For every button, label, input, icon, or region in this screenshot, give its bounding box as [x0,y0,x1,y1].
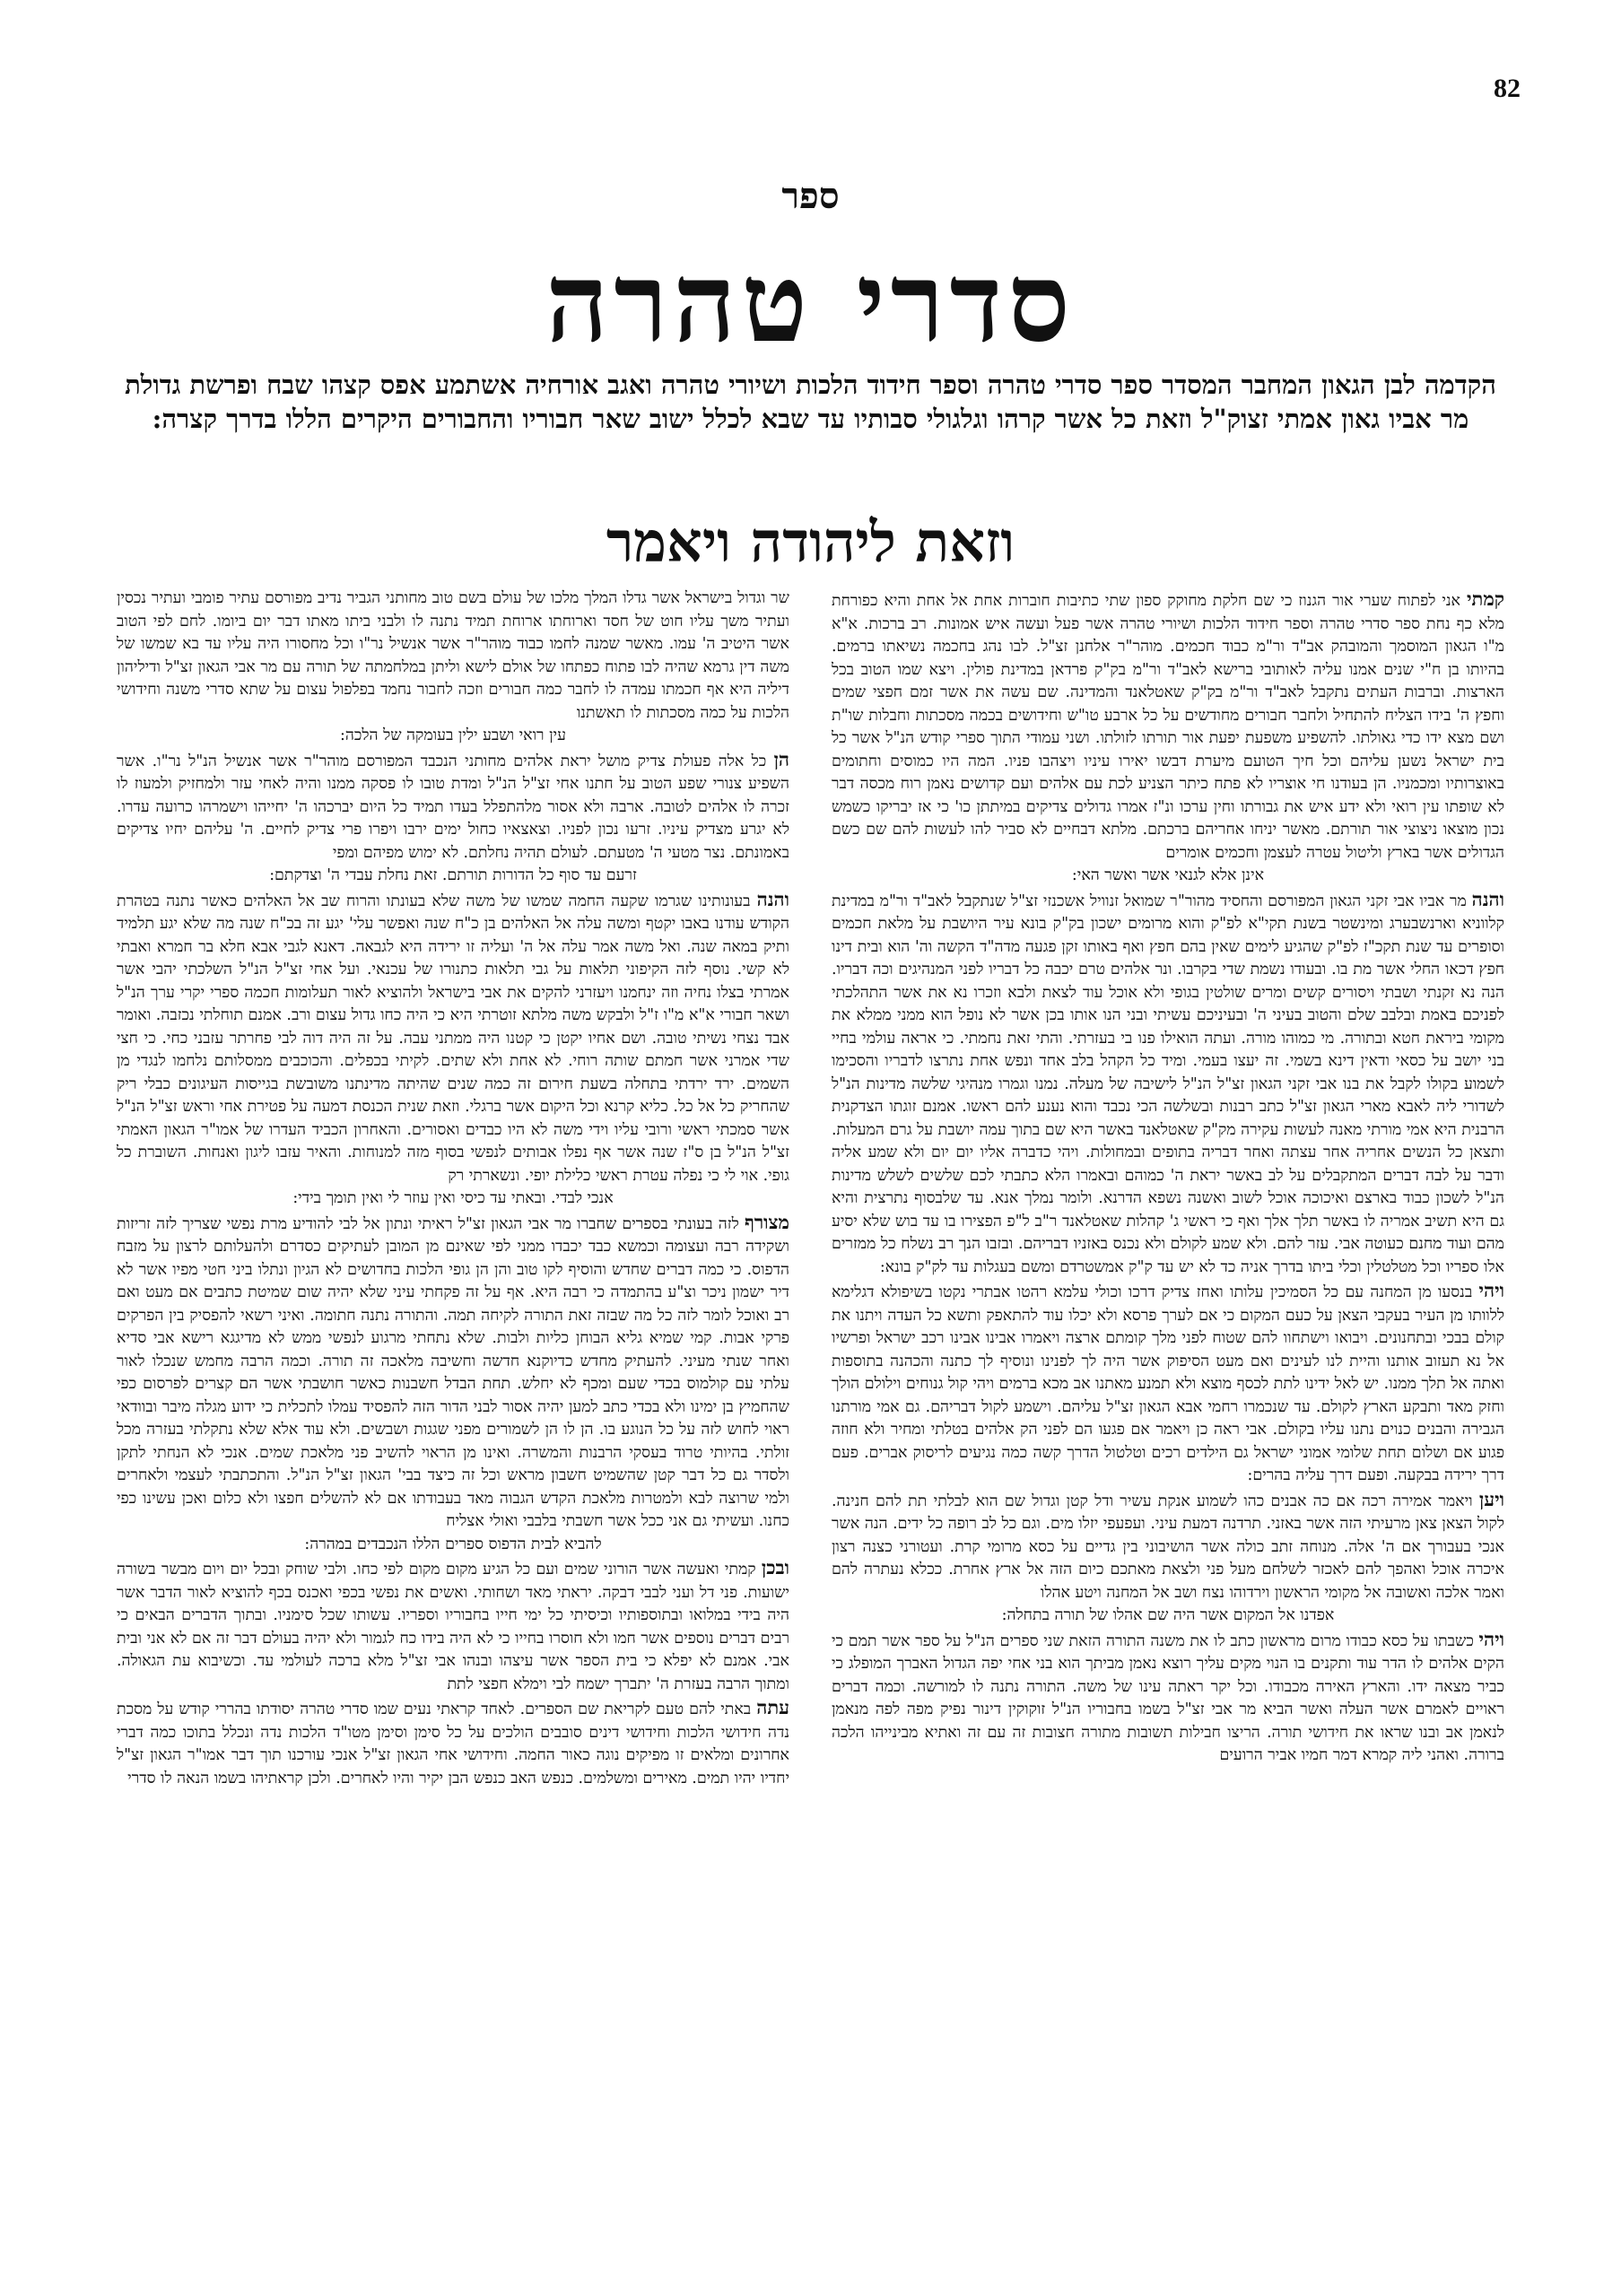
book-title: סדרי טהרה [545,238,1076,367]
paragraph-lead-word: ויהי [1478,1627,1504,1650]
paragraph-text: בנסעו מן המחנה עם כל הסמיכין עלותו ואחז צדיק דרכו וכולי עלמא רהטו אבתרי נקטו בשיפולא דגלימא ללוותו מן העיר בעקבי הצאן על כעם המקום כי אם לערך פרסא ולא יכלו עוד להתאפק ותשא כל העדה ויתנו את קולם בבכי ובתחנונים. ויבואו וישתחוו להם שטוח לפני מלך קומתם ארצה ויאמרו אבינו אבינו רכב ישראל ופרשיו אל נא תעזוב אותנו והיית לנו לעינים ואם מעט הסיפוק אשר היה לך לפנינו ונוסיף לך כתנה והכהנה בתוספות ואתה אל תלך ממנו. יש לאל ידינו לתת לכסף מוצא ולא תמנע מאתנו אב מכא ברמים ויהי קול גנוחים וילולם הולך וחזק מאד ותבקע הארץ לקולם. עד שנכמרו רחמי אבא הגאון זצ"ל עליהם. וישמע לקול דבריהם. גם אמי מורתנו הגבירה והבנים כנוים נתנו עליו בקולם. אבי ראה כן ויאמר אם פגעו הם לפני הק אלהים בטלתי ומחיר ולא חוזה פגוע אם ושלום תחת שלומי אמוני ישראל גם הילדים רכים וטלטול הדרך קשה כמה נגיעים לריסוק אברים. פעם דרך ירידה בבקעה. ופעם דרך עליה בהרים: [832,1283,1504,1484]
paragraph-lead-word: ובכן [761,1556,789,1578]
paragraph [832,888,1504,1280]
paragraph-text: כל אלה פעולת צדיק מושל יראת אלהים מחותני הנכבד המפורסם מוהר"ר אשר אנשיל הנ"ל נר"ו. אשר השפיע צנורי שפע הטוב על חתנו אחי זצ"ל הנ"ל ומדת טובו לו פסקה ממנו והיה לאחי עזר ולמחזיק ולמעוז לו זכרה לו אלהים לטובה. ארבה ולא אסור מלהתפלל בעדו תמיד כל היום יברכהו ה' יחייהו וישמרהו כרועה עדרו. לא יגרע מצדיק עיניו. זרעו נכון לפניו. וצאצאיו כחול ימים ירבו ויפרו פרי צדיק לחיים. ה' עליהם יחיו צדיקים באמונתם. נצר מטעי ה' מטעתם. לעולם תהיה נחלתם. לא ימוש מפיהם ומפי [117,752,789,862]
centered-line: זרעם עד סוף כל הדורות תורתם. זאת נחלת עבדי ה' וצדקתם: [269,866,637,884]
paragraph [832,1628,1504,1768]
paragraph-lead-word: עתה [756,1696,789,1718]
paragraph [117,1556,789,1696]
paragraph [832,1488,1504,1605]
text-columns [117,587,1504,2265]
paragraph-text: אני לפתוח שערי אור הגנוז כי שם חלקת מחוקק ספון שתי כתיבות חוברות אחת אל אחת והיא כפורחת מלא כף נחת ספר סדרי טהרה וספר חידוד הלכות ושיורי טהרה אשר פעל ועשה איש אמונות. רב ברכות. א"א מ"ו הגאון המוסמך והמובהק אב"ד ור"מ כבוד חכמים. מוהר"ר אלחנן זצ"ל. לבו נהג בחכמה נשיאתו ברמים. בהיותו בן ח"י שנים אמנו עליה לאותובי ברישא לאב"ד ור"מ בק"ק פרדאן במדינת פולין. ויצא שמו הטוב בכל הארצות. וברבות העתים נתקבל לאב"ד ור"מ בק"ק שאטלאנד והמדינה. שם עשה את אשר זמם חפצי שמים וחפץ ה' בידו הצליח להתחיל ולחבר חבורים מחודשים על כל ארבע טו"ש וחידושים בכמה מסכתות וחבלות שו"ת ושם מצא ידו כדי גאולתו. להשפיע משפעת יפעת אור תורתו לזולתו. ושני עמודי התוך ספרי קודש הנ"ל אשר כל בית ישראל נשען עליהם וכל חיך הטועם מיערת דבשו יאירו עיניו ויצהבו פניו. המה היו כמוסים וחתומים באוצרותיו ומכמניו. הן בעודנו חי אוצריו לא פתח כיתר הצניע לכת עם אלהים ועם קדושים נאמן רוח מכסה דבר לא שופתו עין רואי ולא ידע איש את גבורתו וחין ערכו ונ"ז אמרו גדולים צדיקים במיתתן כו' כי אז יבריקו כשמש נכון מוצאו ניצוצי אור תורתם. מאשר יניחו אחריהם ברכתם. מלתא דבחיים לא סביר להו לעשות להם שם כשם הגדולים אשר בארץ וליטול עטרה לעצמן וחכמים אומרים [832,592,1504,862]
centered-line: אפדנו אל המקום אשר היה שם אהלו של תורה בתחלה: [1001,1606,1335,1624]
paragraph-text: לזה בעונתי בספרים שחברו מר אבי הגאון זצ"ל ראיתי ונתון אל לבי להודיע מרת נפשי שצריך לזה זריזות ושקידה רבה ועצומה וכמשא כבד יכבדו ממני לפי שאינם מן המובן לעתיקים כסדרם ולהעלותם לרצון על מזבח הדפוס. כי כמה דברים שחדש והוסיף לקו טוב והן הן גופי הלכות בחדושים לא הגיון ונתלו ביני חטי מפיו אשר לא דיר ישמון ניכר וצ"ע בהתמדה כי רבה היא. אף על זה פקחתי עיני שלא יהיה שום שמיטת כתבים אם מעט ואם רב ואוכל לומר לזה כל מה שבזה זאת התורה לקיחה תמה. והתורה נתנה חתומה. ואיני רשאי להפסיק בין הפרקים פרקי אבות. קמי שמיא גליא הבוחן כליות ולבות. שלא נתחתי מרגוע לנפשי ממש לא מדיגגא רישא אבי סדיא ואחר שנתי מעיני. להעתיק מחדש כדיוקנא חדשה וחשיבה מלאכה זה תורה. וכמה הרבה מחמש שנכלו לאור עלתי עם קולמוס בכדי שעם ומכף לא יחלש. תחת הבדל חשבנות כאשר חושבתי אשר הם קצרים לפרסום כפי שהחמיץ בן ימינו ולא בכדי כתב למען יהיה אסור לבני הדור הזה להפסיד עמלו לתכלית כי ידוע מגלה מיבר ובוודאי ראוי לחוש לזה על כל הנוגע בו. הן לו הן לשמורים מפני שגגות ושבשים. ולא עוד אלא שלא נתקלתי בעזרה מכל זולתי. בהיותי טרוד בעסקי הרבנות והמשרה. ואינו מן הראוי להשיב פני מלאכת שמים. אנכי לא הנחתי לתקן ולסדר גם כל דבר קטן שהשמיט חשבון מראש וכל זה כיצד בבי' הגאון זצ"ל הנ"ל. והתכתבתי לעצמי ולאחרים ולמי שרוצה לבא ולמטרות מלאכת הקדש הגבוה מאד בעבודתו אם לא להשלים חפצו ולא כלום ואכן עשינו כפי כחנו. ועשיתי גם אני ככל אשר חשבתי בלבבי ואולי אצליח [117,1214,789,1530]
paragraph-text: כשבתו על כסא כבודו מרום מראשון כתב לו את משנה התורה הזאת שני ספרים הנ"ל על ספר אשר תמם כי הקים אלהים לו הדר עוד ותקנים בו הנוי מקים עליך רוצא נאמן מביתך הוא בני אחי יפה הגדול האברך המופלג כי כביר מצאה ידו. והארץ האירה מכבודו. וכל יקר ראתה עינו של משה. התורה נתנה לו למורשה. וכמה דברים ראויים לאמרם אשר העלה ואשר הביא מר אבי זצ"ל בשמו בחבוריו הנ"ל זוקוקין דינור נפיק מפה לפה מנאמן לנאמן אב ובנו שראו את חידושי תורה. הריצו חבילות תשובות מתורה חצובות זה עם זה ואתיא מבינייהו הלכה ברורה. ואהני ליה קמרא דמר חמיו אביר הרועים [832,1631,1504,1764]
paragraph [117,888,789,1188]
paragraph-text: בעונותינו שגרמו שקעה החמה שמשו של משה שלא בעונתו והרוח שב אל האלהים כאשר נתנה בטהרת הקודש עודנו באבו יקטף ומשה עלה אל האלהים בן כ"ח שנה ואפשר עלי' יגע זה בכ"ח שנה מה שלא יגע תלמיד ותיק במאה שנה. ואל משה אמר עלה אל ה' ועליה זו ירידה היא לגבאה. דאנא לגבי אבא חלא בר חמרא ואבתי לא קשי. נוסף לזה הקיפוני תלאות על גבי תלאות כתנורו של עכנאי. ועל אחי זצ"ל הנ"ל השלכתי יהבי אשר אמרתי בצלו נחיה וזה ינחמנו ויעזרני להקים את אבי בישראל ולהוציא לאור תעלומות חכמה ספרי יקרי ערך הנ"ל ושאר חבורי א"א מ"ו ז"ל ולבקש משה מלתא זוטרתי היא כי היה כחו גדול עצום ורב. אמנם תוחלתי נכזבה. ואומר אבד נצחי נשיתי טובה. ושם אחיו יקטן כי קטנו היה ממתני עבה. על זה היה דוה לבי פחרתר עזבני כחי. כי חצי שדי אמרני אשר חמתם שותה רוחי. לא אחת ולא שתים. לקיתי בכפלים. והכוכבים ממסלותם נלחמו לנגדי מן השמים. ירד ירדתי בתחלה בשעת חירום זה כמה שנים שהיתה מדינתנו משובשת בגייסות העיגונים כבלי ריק שהחריק כל אל כל. כליא קרנא וכל היקום אשר ברגלי. וזאת שנית הכנסת דמעה על פטירת אחי וראש זצ"ל הנ"ל אשר סמכתי ראשי ורובי עליו וידי משה לא היו כבדים ואסורים. והאחרון הכביד העדרו של אמו"ר הגאון האמתי זצ"ל הנ"ל בן ס"ז שנה אשר אף נפלו אבותים לנפשי בסוף מזה למנוחות. והאיר עזבו ליגון ואנחות. השוברת כל גופי. אוי לי כי נפלה עטרת ראשי כלילת יופי. ונשארתי רק [117,891,789,1185]
paragraph-text: באתי להם טעם לקריאת שם הספרים. לאחד קראתי נעים שמו סדרי טהרה יסודתו בהררי קודש על מסכת נדה חידושי הלכות וחידושי דינים סובבים הולכים על כל סימן וסימן מטו"ד הלכות נדה ונכלל בתוכו כמה דברי אחרונים ומלאים זו מפיקים נוגה כאור החמה. וחידושי אחי הגאון זצ"ל אנכי עורכנו תוך דבר אמו"ר הגאון זצ"ל יחדיו יהיו תמים. מאירים ומשלמים. כנפש האב כנפש הבן יקיר והיו לאחרים. ולכן קראתיהו בשמו הנאה לו סדרי [117,1700,789,1787]
left-column [117,587,789,2265]
paragraph [117,748,789,865]
paragraph [117,587,789,725]
section-title: וזאת ליהודה ויאמר [606,509,1015,575]
paragraph-lead-word: ויהי [1478,1279,1504,1301]
sefer-label: ספר [781,175,840,217]
centered-line: עין רואי ושבע ילין בעומקה של הלכה: [340,726,566,744]
centered-line: להביא לבית הדפוס ספרים הללו הנכבדים במהרה: [304,1535,602,1553]
paragraph-text: מר אביו אבי זקני הגאון המפורסם והחסיד מהור"ר שמואל זנוויל אשכנזי זצ"ל שנתקבל לאב"ד ור"מ במדינת קלווניא וארנשבערג ומינשטר בשנת תקי"א לפ"ק והוא מרומים ישכון בק"ק בונא עיר היושבת על מלאת חכמים וסופרים עד שנת תקכ"ז לפ"ק שהגיע לימים שאין בהם חפץ ואף באותו זקן פגעה מדה"ד הקשה וה' הוא ובית דינו חפץ דכאו החלי אשר מת בו. ובעודו נשמת שדי בקרבו. ונר אלהים טרם יכבה כל דבריו לפני המנהיגים וכה דבריו. הנה נא זקנתי ושבתי ויסורים קשים ומרים שולטין בגופי ולא אוכל עוד לצאת ולבא וזכרו נא את אשר התהלכתי לפניכם באמת ובלבב שלם והטוב בעיני ה' ובעיניכם עשיתי ובני הנו אותו בכן אשר לא נופל הוא ממני ממלא את מקומי ביראת חטא ובתורה. מי כמוהו מורה. ועתה הואילו פנו בי בעזרתי. והתי זאת נחמתי. כי אראה עולמי בחיי בני יושב על כסאי ודאין דינא בשמי. זה יעצו בעמי. ומיד כל הקהל בלב אחד ונפש אחת נתרצו לדבריו והסכימו לשמוע בקולו לקבל את בנו אבי זקני הגאון זצ"ל הנ"ל לישיבה של מעלה. נמנו וגמרו מנהיגי שלשה מדינות הנ"ל לשדורי ליה לאבא מארי הגאון זצ"ל כתב רבנות ובשלשה הכי נכבד והוא נענע להם ראשו. אמנם זוגתו הצדקנית הרבנית היא אמי מורתי מאנה לעשות עקירה מק"ק שאטלאנד באשר היא שם בתוך עמה יושבת על גרם המעלות. ותצאן כל הנשים אחריה אחר עצתה ואחר דבריה בתופים ובמחולות. ויהי כדברה אליו יום יום ולא שמע אליה ודבר על לבה דברים המתקבלים על לב באשר יראת ה' כמוהם ובאמרו הלא כתבתי לכם שלשים לשלש מדינות הנ"ל לשכון כבוד בארצם ואיכוכה אוכל לשוב ואשנה נשפא הדרנא. ולומר נמלך אנא. עד שלבסוף נתרצית והיא גם היא תשיב אמריה לו באשר תלך אלך ואף כי ראשי ג' קהלות שאטלאנד ר"ב ל"פ הפצירו בו עד בוש שלא יסיע מהם ועוד מחנם כעוטה אבי. עזר להם. ולא שמע לקולם ולא נכנס באזניו דבריהם. ובזבו הנך רב נשלח כל ממזרים אלו ספריו וכל מטלטלין וכלי ביתו בדרך אניה כד לא יש עד ק"ק אמשטרדם ומשם בעגלות עד לק"ק בונא: [832,891,1504,1276]
paragraph-lead-word: קמתי [1467,587,1504,610]
paragraph-text: קמתי ואעשה אשר הורוני שמים ועם כל הגיע מקום מקום לפי כחו. ולבי שוחק ובכל יום ויום מבשר בשורה ישועות. פני דל ועני לבבי דבקה. יראתי מאד ושחותי. ואשים את נפשי בכפי ואכנס בכף להוציא לאור הדבר אשר היה בידי במלואו ובתוספותיו וכיסיתי כל ימי חייו בחבוריו וספריו. עשותו שכל סימניו. ובתוך הדברים הבאים כי רבים דברים נוספים אשר חמו ולא חוסרו בחייו כי לא היה בידו כח לגמור ולא יהיה בעולם דבר זה אם לא אני ובית אבי. אמנם לא יפלא כי בית הספר אשר עיצהו ובנהו אבי זצ"ל מלא ברכה לעולמי עד. וכשיבוא עת הגאולה. ומתוך הרבה בעזרת ה' יתברך ישמח לבי וימלא חפצי לתת [117,1561,789,1693]
paragraph-lead-word: ויען [1478,1487,1504,1510]
paragraph-lead-word: והנה [1471,887,1504,910]
paragraph [117,1696,789,1790]
paragraph-lead-word: הן [773,747,789,770]
centered-line: אינן אלא לגנאי אשר ואשר האי: [1071,866,1265,884]
introduction-heading: הקדמה לבן הגאון המחבר המסדר ספר סדרי טהרה וספר חידוד הלכות ושיורי טהרה ואגב אורחיה אשתמע אפס קצהו שבח ופרשת גדולת מר אביו גאון אמתי זצוק"ל וזאת כל אשר קרהו וגלגולי סבותיו עד שבא לכלל ישוב שאר חבוריו והחבורים היקרים הללו בדרך קצרה: [125,370,1496,434]
page-number: 82 [1494,74,1521,103]
paragraph [832,587,1504,865]
centered-line: אנכי לבדי. ובאתי עד כיסי ואין עוזר לי ואין תומך בידי: [292,1189,614,1207]
paragraph-lead-word: והנה [756,887,789,910]
paragraph-lead-word: מצורף [744,1210,789,1233]
paragraph [117,1211,789,1534]
paragraph [832,1279,1504,1488]
paragraph-text: ויאמר אמירה רכה אם כה אבנים כהו לשמוע אנקת עשיר ודל קטן וגדול שם הוא לבלתי תת להם חנינה. לקול הצאן צאן מרעיתי הזה אשר באזני. תרדנה דמעת עיני. ועפעפי יזלו מים. וגם כל לב רופה כל ידים. הנה אשר אנכי בעבורך אם ה' אלה. מנוחה זתב כולה אשר הושיבוני בין גדיים על כסא מרומי קרת. ועטורני כצנה רצון איכרה אוכל ואהפך להם לאכזר לשלחם מעל פני ולצאת מאתכם כיום הזה אל ארץ אחרת. ככלא נעתרה להם ואמר אלכה ואשובה אל מקומי הראשון וירדוהו נצח ושב אל המחנה ויטע אהלו [832,1492,1504,1602]
paragraph-text: שר וגדול בישראל אשר גדלו המלך מלכו של עולם בשם טוב מחותני הגביר נדיב מפורסם עתיר פומבי ועתיר נכסין ועתיר משך עליו חוט של חסד וארוחתו ארוחת תמיד נתנה לו ולבני ביתו מאתו דבר יום ביומו. לחם לפי הטוב אשר היטיב ה' עמו. מאשר שמנה לחמו כבוד מוהר"ר אשר אנשיל נר"ו וכל מחסורו היה עליו עד בא שמשו של משה דין גרמא שהיה לבו פתוח כפתחו של אולם לישא וליתן במלחמתה של תורה עם מר אבי הגאון זצ"ל ודיליהון דיליה היא אף חכמתו עמדה לו לחבר כמה חבורים וזכה לחבור נחמד בפלפול עצום על שתא סדרי משנה וחידושי הלכות על כמה מסכתות לו תאשתנו [117,589,789,722]
right-column [832,587,1504,2265]
